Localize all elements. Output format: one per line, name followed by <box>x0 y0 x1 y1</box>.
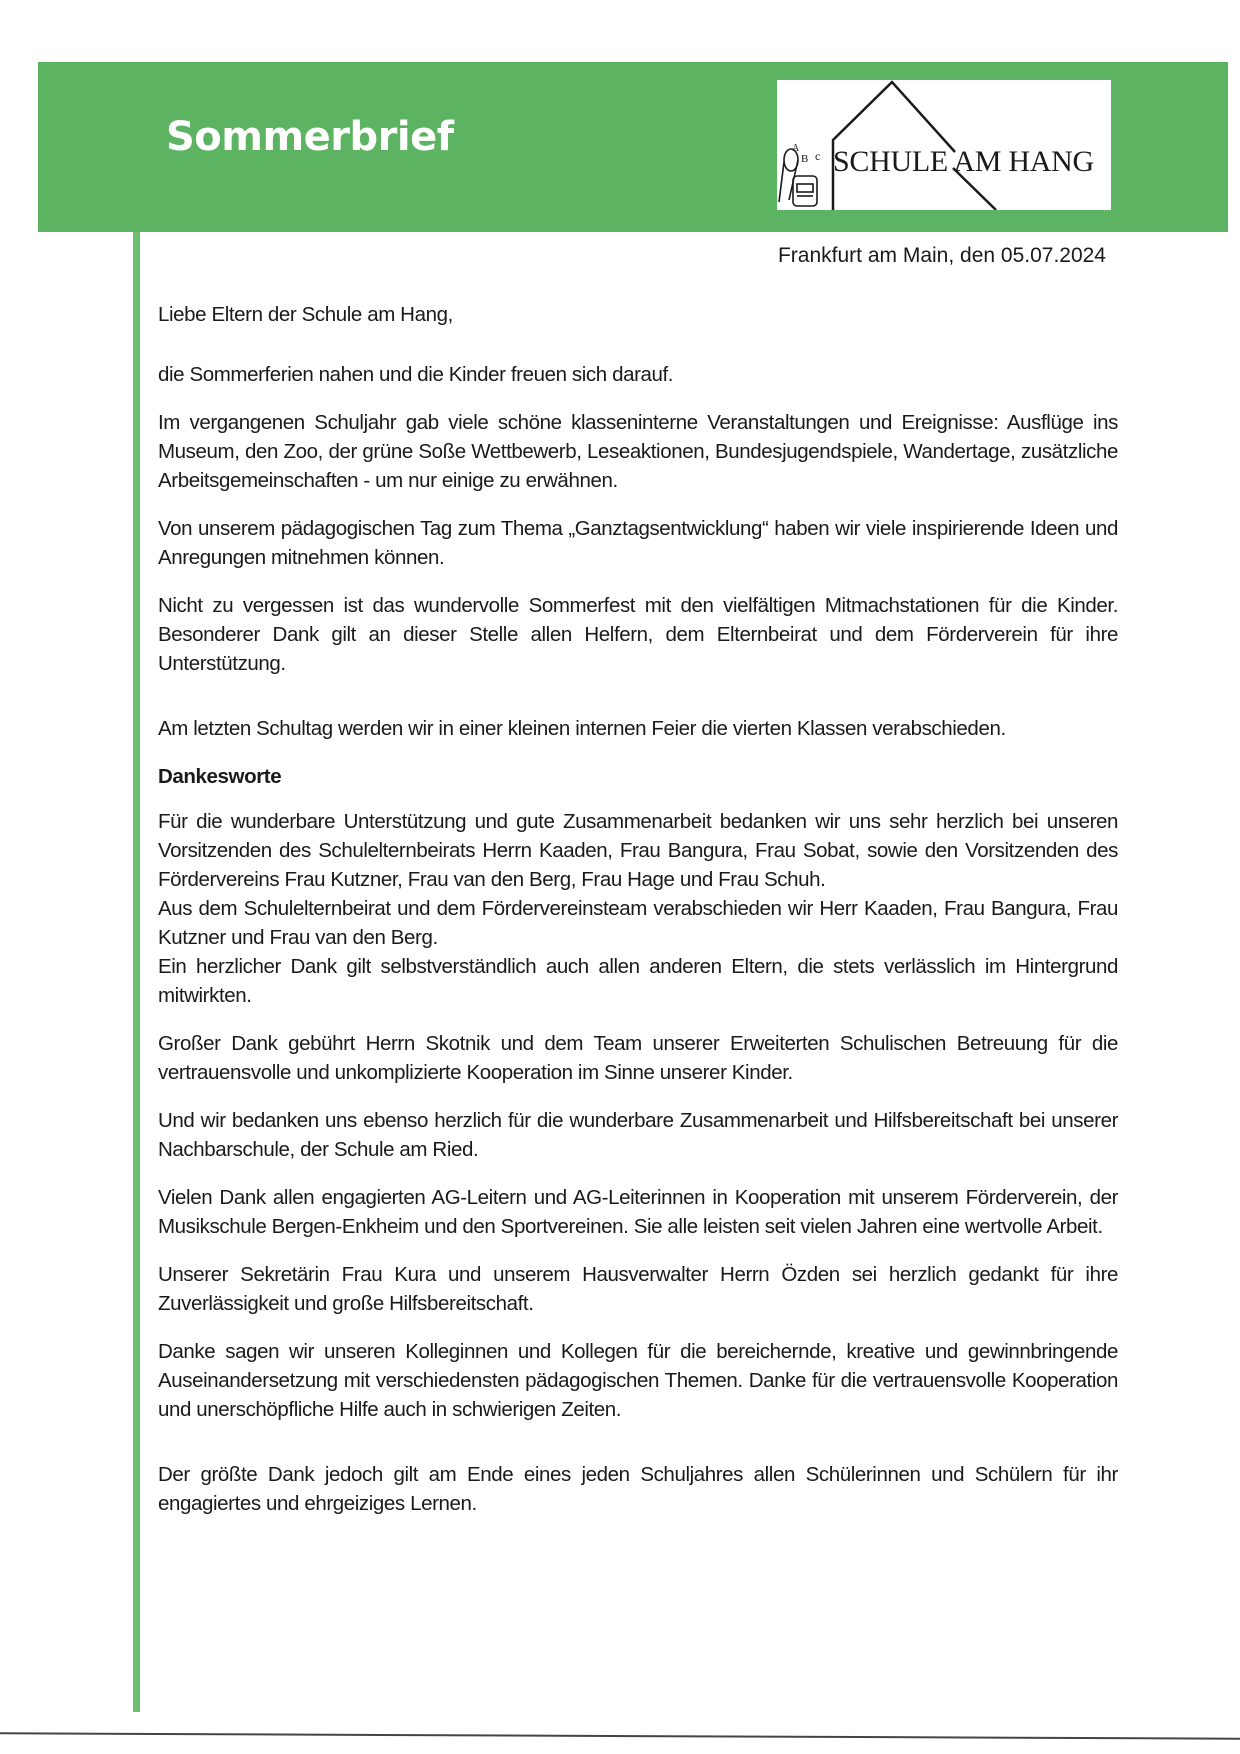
thanks-paragraph: Für die wunderbare Unterstützung und gute Zusammenarbeit bedanken wir uns sehr herzlich bei unseren Vorsitzenden des Schulelternbeirats Herrn Kaaden, Frau Bangura, Frau Sobat, sowie den Vorsitzenden des Fördervereins Frau Kutzner, Frau van den Berg, Frau Hage und Frau Schuh. <box>158 810 1118 891</box>
thanks-paragraph: Vielen Dank allen engagierten AG-Leitern und AG-Leiterinnen in Kooperation mit unserem Förderverein, der Musikschule Bergen-Enkheim und den Sportvereinen. Sie alle leisten seit vielen Jahren eine wertvolle Arbeit. <box>158 1186 1118 1238</box>
page-edge-line <box>0 1732 1240 1739</box>
logo-text: SCHULE AM HANG <box>833 145 1094 178</box>
margin-accent-bar <box>133 232 140 1712</box>
page-title: Sommerbrief <box>166 114 454 160</box>
thanks-paragraph: Danke sagen wir unseren Kolleginnen und Kollegen für die bereichernde, kreative und gewinnbringende Auseinandersetzung mit verschiedensten pädagogischen Themen. Danke für die vertrauensvolle Kooperation und unerschöpfliche Hilfe auch in schwierigen Zeiten. <box>158 1340 1118 1421</box>
paragraph: Im vergangenen Schuljahr gab viele schöne klasseninterne Veranstaltungen und Ereignisse: Ausflüge ins Museum, den Zoo, der grüne Soße Wettbewerb, Leseaktionen, Bundesjugendspiele, Wandertage, zusätzliche Arbeitsgemeinschaften - um nur einige zu erwähnen. <box>158 411 1118 492</box>
letter-body <box>158 300 1118 1537</box>
header-banner <box>38 62 1228 232</box>
paragraph: Nicht zu vergessen ist das wundervolle Sommerfest mit den vielfältigen Mitmachstationen für die Kinder. Besonderer Dank gilt an dieser Stelle allen Helfern, dem Elternbeirat und dem Förderverein für ihre Unterstützung. <box>158 594 1118 675</box>
school-logo <box>777 80 1111 210</box>
thanks-paragraph: Aus dem Schulelternbeirat und dem Fördervereinsteam verabschieden wir Herr Kaaden, Frau Bangura, Frau Kutzner und Frau van den Berg. <box>158 897 1118 949</box>
svg-text:c: c <box>815 149 821 163</box>
paragraph: Von unserem pädagogischen Tag zum Thema „Ganztagsentwicklung“ haben wir viele inspirierende Ideen und Anregungen mitnehmen können. <box>158 517 1118 569</box>
greeting: Liebe Eltern der Schule am Hang, <box>158 303 453 326</box>
thanks-paragraph: Der größte Dank jedoch gilt am Ende eines jeden Schuljahres allen Schülerinnen und Schülern für ihr engagiertes und ehrgeiziges Lernen. <box>158 1463 1118 1515</box>
thanks-paragraph: Ein herzlicher Dank gilt selbstverständlich auch allen anderen Eltern, die stets verlässlich im Hintergrund mitwirkten. <box>158 955 1118 1007</box>
date-line: Frankfurt am Main, den 05.07.2024 <box>777 244 1106 267</box>
svg-text:A: A <box>792 143 800 154</box>
thanks-paragraph: Und wir bedanken uns ebenso herzlich für die wunderbare Zusammenarbeit und Hilfsbereitschaft bei unserer Nachbarschule, der Schule am Ried. <box>158 1109 1118 1161</box>
school-satchel-icon <box>779 143 820 206</box>
paragraph: die Sommerferien nahen und die Kinder freuen sich darauf. <box>158 363 674 386</box>
thanks-paragraph: Unserer Sekretärin Frau Kura und unserem Hausverwalter Herrn Özden sei herzlich gedankt für ihre Zuverlässigkeit und große Hilfsbereitschaft. <box>158 1263 1118 1315</box>
svg-text:B: B <box>801 153 809 165</box>
thanks-paragraph: Großer Dank gebührt Herrn Skotnik und dem Team unserer Erweiterten Schulischen Betreuung für die vertrauensvolle und unkomplizierte Kooperation im Sinne unserer Kinder. <box>158 1032 1118 1084</box>
section-heading: Dankesworte <box>158 765 282 788</box>
paragraph: Am letzten Schultag werden wir in einer kleinen internen Feier die vierten Klassen verabschieden. <box>158 717 1006 740</box>
